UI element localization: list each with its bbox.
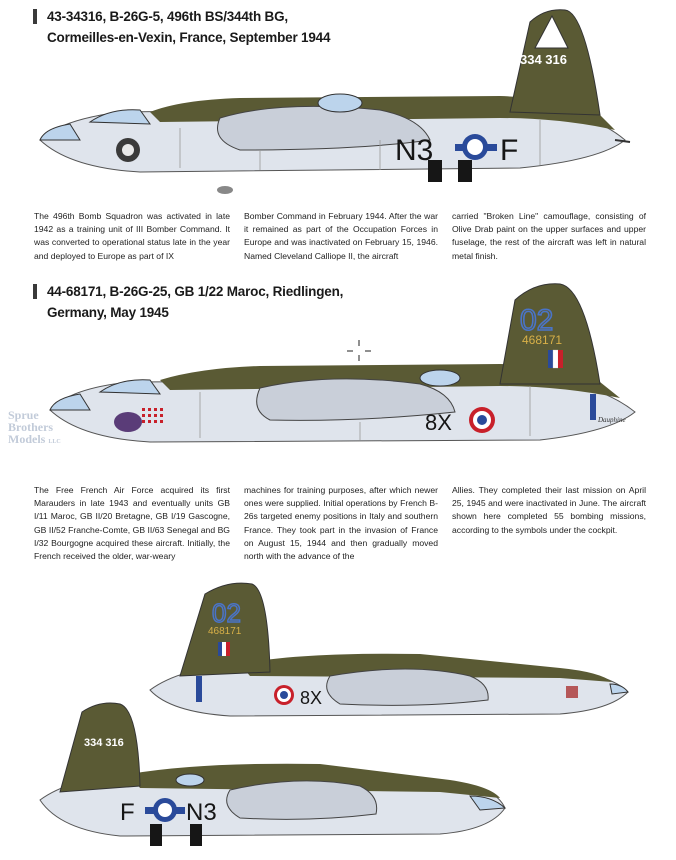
french-tail-code: 02 (520, 304, 554, 337)
aircraft-profile-us-b26 (0, 0, 676, 200)
us-code-left: N3 (395, 134, 434, 167)
watermark-logo (8, 409, 82, 448)
watermark-line-3: Models (8, 432, 46, 446)
watermark-suffix: LLC (48, 439, 61, 445)
section1-text-col3: carried "Broken Line" camouflage, consisting of Olive Drab paint on the upper surfaces and upper fuselage, the rest of the aircraft was left in natural metal finish. (452, 211, 646, 261)
french-nose-text: Dauphine (598, 416, 626, 424)
section2-text-col2: machines for training purposes, after which newer ones were supplied. Initial operations by French B-26s targeted enemy positions in Italy and southern France. They took part in the invasion of France on August 15, 1944 and then gradually moved north with the advance of the (244, 485, 438, 562)
lower-french-fuselage-code: 8X (300, 688, 323, 708)
heading-line-2: Cormeilles-en-Vexin, France, September 1944 (47, 30, 331, 45)
section1-text-col2: Bomber Command in February 1944. After the war it remained as part of the Occupation Forces in Europe and was inactivated on February 15, 1946. Named Cleveland Calliope II, the aircraft (244, 211, 438, 261)
heading-line-2: Germany, May 1945 (47, 305, 169, 320)
section2-text-col3: Allies. They completed their last mission on April 25, 1945 and were inactivated in June. The aircraft shown here completed 55 bombing missions, according to the symbols under the cockpit. (452, 485, 646, 535)
watermark-line-1: Sprue (8, 408, 39, 422)
lower-french-tail-serial: 468171 (208, 626, 242, 637)
section2-text-col1: The Free French Air Force acquired its first Marauders in late 1943 and eventually units GB I/11 Maroc, GB II/20 Bretagne, GB I/19 Gascogne, GB II/52 Franche-Comte, GB II/63 Senegal and BG I/32 Bourgogne acquired these aircraft. Initially, the French received the older, war-weary (34, 485, 230, 562)
french-fuselage-code: 8X (425, 410, 452, 435)
us-code-right: F (500, 134, 519, 167)
lower-us-tail-serial: 334 316 (84, 737, 124, 749)
french-tail-serial: 468171 (522, 333, 563, 347)
lower-us-code-right: N3 (186, 799, 217, 826)
aircraft-profile-french-b26 (0, 280, 676, 480)
watermark-line-3-row (8, 433, 82, 448)
watermark-line-2: Brothers (8, 420, 54, 434)
lower-french-tail-code: 02 (212, 598, 241, 628)
aircraft-profile-us-right-side (0, 700, 676, 860)
heading-line-1: 43-34316, B-26G-5, 496th BS/344th BG, (47, 9, 288, 24)
heading-line-1: 44-68171, B-26G-25, GB 1/22 Maroc, Riedlingen, (47, 284, 344, 299)
us-tail-serial: 334 316 (520, 52, 567, 67)
section1-text-col1: The 496th Bomb Squadron was activated in late 1942 as a training unit of III Bomber Command. It was converted to operational status late in the year and deployed to Europe as part of IX (34, 211, 230, 261)
lower-us-code-left: F (120, 799, 135, 826)
